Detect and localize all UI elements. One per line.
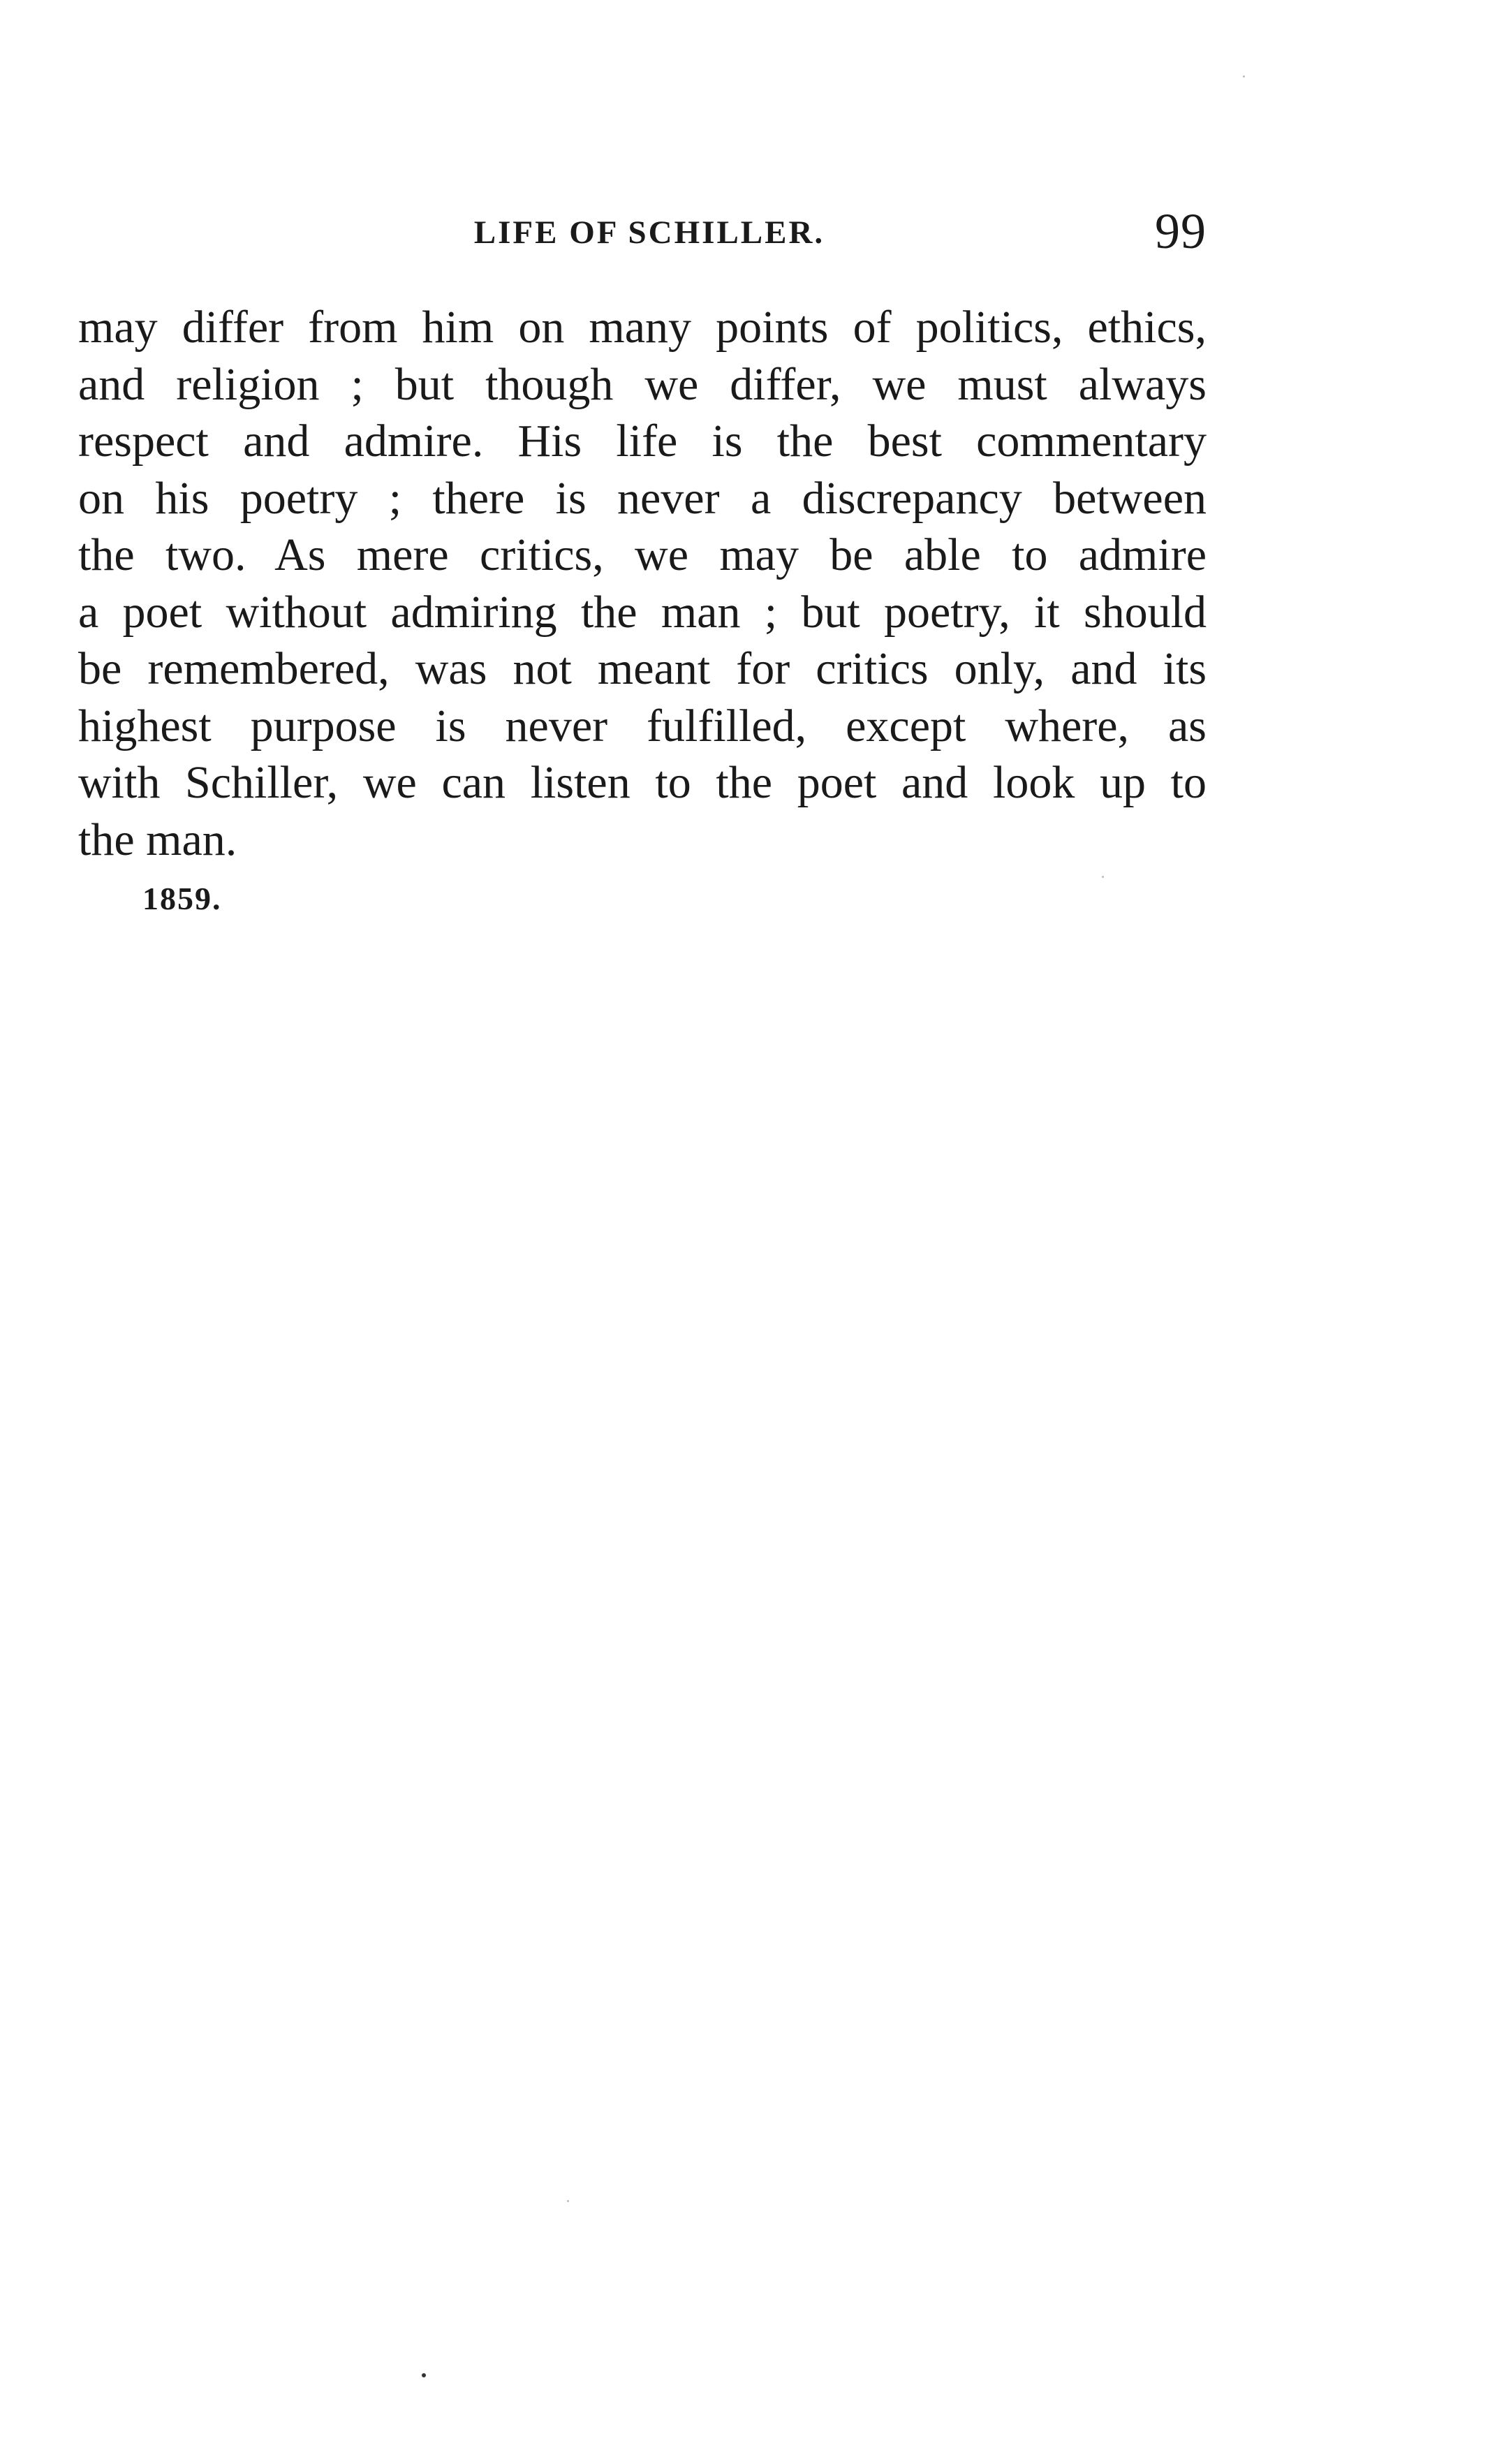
running-head bbox=[78, 203, 1207, 265]
paper-speck bbox=[567, 2200, 569, 2202]
text-line: a poet without admiring the man ; but poetry, it should bbox=[78, 586, 1207, 638]
running-title: LIFE OF SCHILLER. bbox=[473, 214, 825, 251]
date-signature: 1859. bbox=[142, 881, 222, 916]
text-line: and religion ; but though we differ, we must always bbox=[78, 358, 1207, 410]
paper-speck bbox=[1243, 75, 1245, 78]
body-paragraph bbox=[78, 299, 1207, 868]
text-line: with Schiller, we can listen to the poet and look up to bbox=[78, 757, 1207, 808]
text-line: the two. As mere critics, we may be able to admire bbox=[78, 529, 1207, 580]
text-line: may differ from him on many points of politics, ethics, bbox=[78, 302, 1207, 353]
page-number: 99 bbox=[1155, 203, 1207, 259]
ink-speck bbox=[422, 2373, 426, 2377]
text-line: the man. bbox=[78, 814, 237, 865]
text-line: highest purpose is never fulfilled, except where, as bbox=[78, 700, 1207, 751]
text-line: respect and admire. His life is the best commentary bbox=[78, 416, 1207, 467]
text-line: on his poetry ; there is never a discrepancy between bbox=[78, 472, 1207, 524]
text-line: be remembered, was not meant for critics only, and its bbox=[78, 643, 1207, 694]
paper-speck bbox=[1102, 876, 1104, 878]
